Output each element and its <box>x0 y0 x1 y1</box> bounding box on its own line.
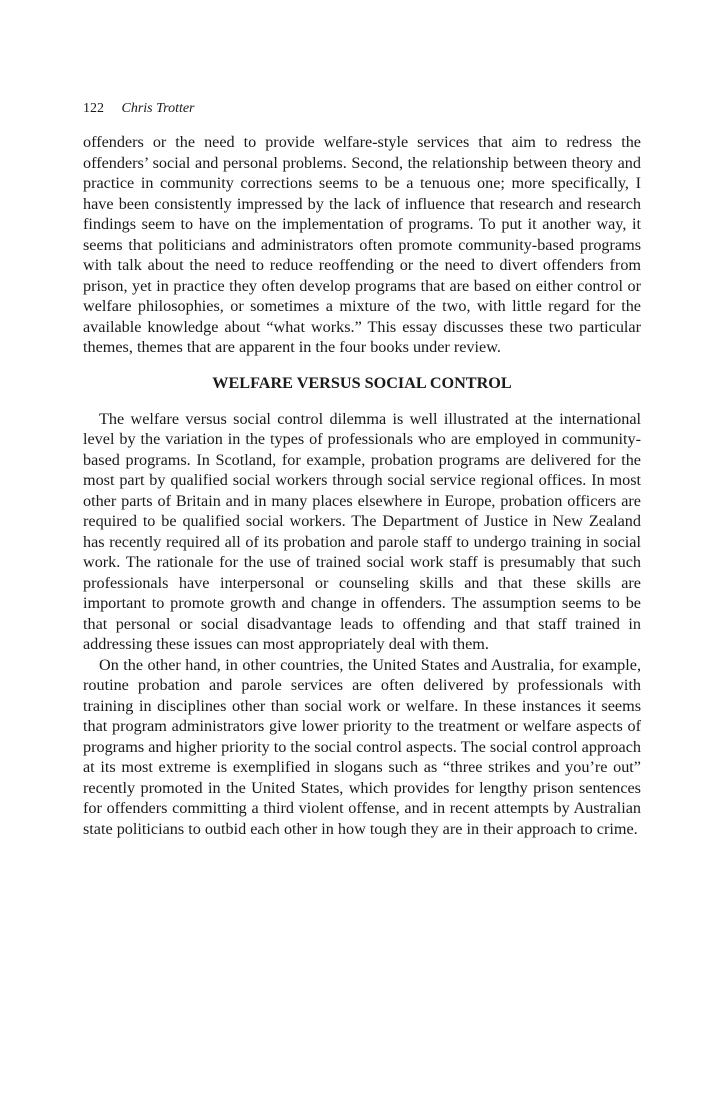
page-number: 122 <box>83 101 104 116</box>
running-head <box>83 100 641 118</box>
paragraph-other-countries: On the other hand, in other countries, the United States and Australia, for example, routine probation and parole services are often delivered by professionals with training in disciplines other than social work or welfare. In these instances it seems that program administrators give lower priority to the treatment or welfare aspects of programs and higher priority to the social control aspects. The social control approach at its most extreme is exemplified in slogans such as “three strikes and you’re out” recently promoted in the United States, which provides for lengthy prison sentences for offenders committing a third violent offense, and in recent attempts by Australian state politicians to outbid each other in how tough they are in their approach to crime. <box>83 655 641 838</box>
book-page <box>83 100 641 839</box>
section-heading: WELFARE VERSUS SOCIAL CONTROL <box>212 373 512 392</box>
paragraph-continued: offenders or the need to provide welfare-style services that aim to redress the offenders’ social and personal problems. Second, the relationship between theory and practice in community corrections seems to be a tenuous one; more specifically, I have been consistently impressed by the lack of influence that research and research findings seem to have on the implementation of programs. To put it another way, it seems that politicians and administrators often promote community-based programs with talk about the need to reduce reoffending or the need to divert offenders from prison, yet in practice they often develop programs that are based on either control or welfare philosophies, or sometimes a mixture of the two, with little regard for the available knowledge about “what works.” This essay discusses these two particular themes, themes that are apparent in the four books under review. <box>83 133 641 356</box>
running-head-author: Chris Trotter <box>121 101 195 116</box>
paragraph-welfare-dilemma: The welfare versus social control dilemma is well illustrated at the international level by the variation in the types of professionals who are employed in community-based programs. In Scotland, for example, probation programs are delivered for the most part by qualified social workers through social service regional offices. In most other parts of Britain and in many places elsewhere in Europe, probation officers are required to be qualified social workers. The Department of Justice in New Zealand has recently required all of its probation and parole staff to undergo training in social work. The rationale for the use of trained social work staff is presumably that such professionals have interpersonal or counseling skills and that these skills are important to promote growth and change in offenders. The assumption seems to be that personal or social disadvantage leads to offending and that staff trained in addressing these issues can most appropriately deal with them. <box>83 409 641 653</box>
